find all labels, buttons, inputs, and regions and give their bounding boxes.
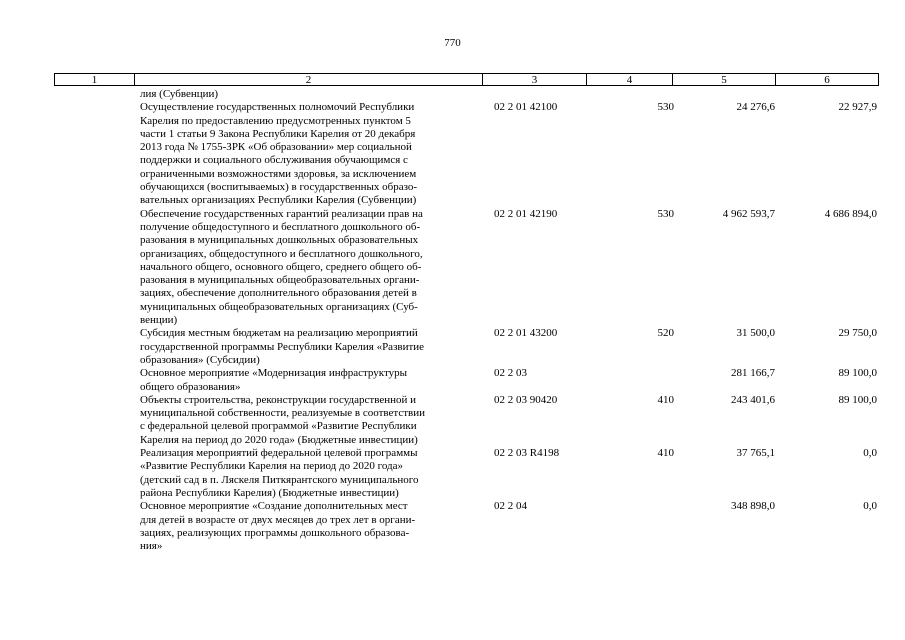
description-line: «Развитие Республики Карелия на период до 2020 года» (140, 460, 404, 473)
description-line: (детский сад в п. Ляскеля Питкярантского муниципального (140, 473, 419, 486)
description-line: организациях, общедоступного и бесплатного дошкольного, (140, 247, 423, 260)
row-expense-type (624, 500, 676, 553)
description-line: части 1 статьи 9 Закона Республики Карелия от 20 декабря (140, 127, 416, 140)
row-amount-2017: 24 276,6 (736, 101, 775, 114)
table-row (54, 447, 879, 500)
header-col-3: 3 (483, 74, 587, 85)
table-body (54, 88, 879, 553)
spacer (592, 88, 624, 101)
description-line: муниципальных общеобразовательных организациях (Суб- (140, 300, 418, 313)
description-line: поддержки и социального обслуживания обучающимся с (140, 154, 408, 167)
row-code: 02 2 01 42190 (494, 207, 558, 220)
spacer (592, 208, 624, 328)
row-amount-2018: 89 100,0 (838, 393, 877, 406)
row-amount-2018 (779, 88, 879, 101)
spacer (592, 394, 624, 447)
header-col-6: 6 (824, 74, 830, 86)
description-line: начального общего, основного общего, среднего общего об- (140, 260, 422, 273)
row-description (140, 208, 488, 328)
description-line: Объекты строительства, реконструкции государственной и (140, 393, 417, 406)
row-code: 02 2 01 43200 (494, 327, 558, 340)
row-description (140, 327, 488, 367)
row-expense-type: 520 (657, 327, 674, 340)
row-expense-type: 530 (657, 207, 674, 220)
description-line: муниципальной собственности, реализуемые в соответствии (140, 407, 426, 420)
row-amount-2017: 37 765,1 (736, 447, 775, 460)
table-row (54, 367, 879, 394)
description-line: Осуществление государственных полномочий Республики (140, 101, 415, 114)
description-line: общего образования» (140, 380, 241, 393)
page-number: 770 (444, 37, 461, 49)
header-col-4: 4 (587, 74, 673, 85)
description-line: венции) (140, 314, 178, 327)
description-line: Субсидия местным бюджетам на реализацию мероприятий (140, 327, 418, 340)
row-description (140, 88, 488, 101)
description-line: государственной программы Республики Карелия «Развитие (140, 340, 425, 353)
row-amount-2017: 4 962 593,7 (722, 207, 775, 220)
row-amount-2018: 0,0 (863, 500, 877, 513)
row-amount-2018: 4 686 894,0 (824, 207, 877, 220)
description-line: ния» (140, 540, 163, 553)
row-amount-2018: 89 100,0 (838, 367, 877, 380)
header-col-2: 2 (135, 74, 483, 85)
row-code: 02 2 01 42100 (494, 101, 558, 114)
row-code: 02 2 03 R4198 (494, 447, 560, 460)
description-line: Карелия на период до 2020 года» (Бюджетные инвестиции) (140, 433, 418, 446)
description-line: с федеральной целевой программой «Развитие Республики (140, 420, 417, 433)
description-line: Основное мероприятие «Модернизация инфраструктуры (140, 367, 408, 380)
row-description (140, 447, 488, 500)
description-line: Карелия по предоставлению предусмотренных пунктом 5 (140, 114, 411, 127)
row-code (488, 88, 592, 101)
header-col-1: 1 (55, 74, 135, 85)
row-amount-2017: 281 166,7 (731, 367, 775, 380)
row-expense-type (624, 88, 676, 101)
description-line: разования в муниципальных общеобразовательных органи- (140, 274, 420, 287)
row-amount-2017: 243 401,6 (731, 393, 775, 406)
header-col-5: 5 (673, 74, 776, 85)
description-line: для детей в возрасте от двух месяцев до трех лет в органи- (140, 513, 416, 526)
row-code: 02 2 04 (494, 500, 527, 513)
spacer (592, 500, 624, 553)
row-amount-2018: 22 927,9 (838, 101, 877, 114)
description-line: обучающихся (воспитываемых) в государственных образо- (140, 181, 418, 194)
table-row (54, 101, 879, 207)
description-line: разования в муниципальных дошкольных образовательных (140, 234, 419, 247)
table-row (54, 500, 879, 553)
description-line: ограниченными возможностями здоровья, за исключением (140, 167, 417, 180)
row-code: 02 2 03 (494, 367, 527, 380)
spacer (592, 327, 624, 367)
table-header (54, 73, 879, 86)
row-expense-type: 410 (657, 447, 674, 460)
row-amount-2018: 29 750,0 (838, 327, 877, 340)
description-line: лия (Субвенции) (140, 88, 219, 100)
row-amount-2017: 348 898,0 (731, 500, 775, 513)
row-expense-type: 530 (657, 101, 674, 114)
row-expense-type (624, 367, 676, 394)
row-amount-2018: 0,0 (863, 447, 877, 460)
description-line: Обеспечение государственных гарантий реализации прав на (140, 207, 423, 220)
description-line: 2013 года № 1755-ЗРК «Об образовании» мер социальной (140, 141, 412, 154)
description-line: района Республики Карелия) (Бюджетные инвестиции) (140, 486, 399, 499)
description-line: образования» (Субсидии) (140, 353, 260, 366)
row-description (140, 101, 488, 207)
row-amount-2017 (676, 88, 779, 101)
description-line: зациях, реализующих программы дошкольного образова- (140, 526, 410, 539)
row-description (140, 500, 488, 553)
description-line: получение общедоступного и бесплатного дошкольного об- (140, 220, 421, 233)
description-line: вательных организациях Республики Карелия (Субвенции) (140, 194, 417, 207)
row-expense-type: 410 (657, 393, 674, 406)
row-amount-2017: 31 500,0 (736, 327, 775, 340)
table-row (54, 208, 879, 328)
row-description (140, 394, 488, 447)
table-row (54, 327, 879, 367)
description-line: Основное мероприятие «Создание дополнительных мест (140, 500, 408, 513)
spacer (592, 367, 624, 394)
row-description (140, 367, 488, 394)
spacer (592, 101, 624, 207)
description-line: зациях, обеспечение дополнительного образования детей в (140, 287, 417, 300)
table-row (54, 88, 879, 101)
spacer (592, 447, 624, 500)
table-row (54, 394, 879, 447)
row-code: 02 2 03 90420 (494, 393, 558, 406)
description-line: Реализация мероприятий федеральной целевой программы (140, 447, 418, 460)
